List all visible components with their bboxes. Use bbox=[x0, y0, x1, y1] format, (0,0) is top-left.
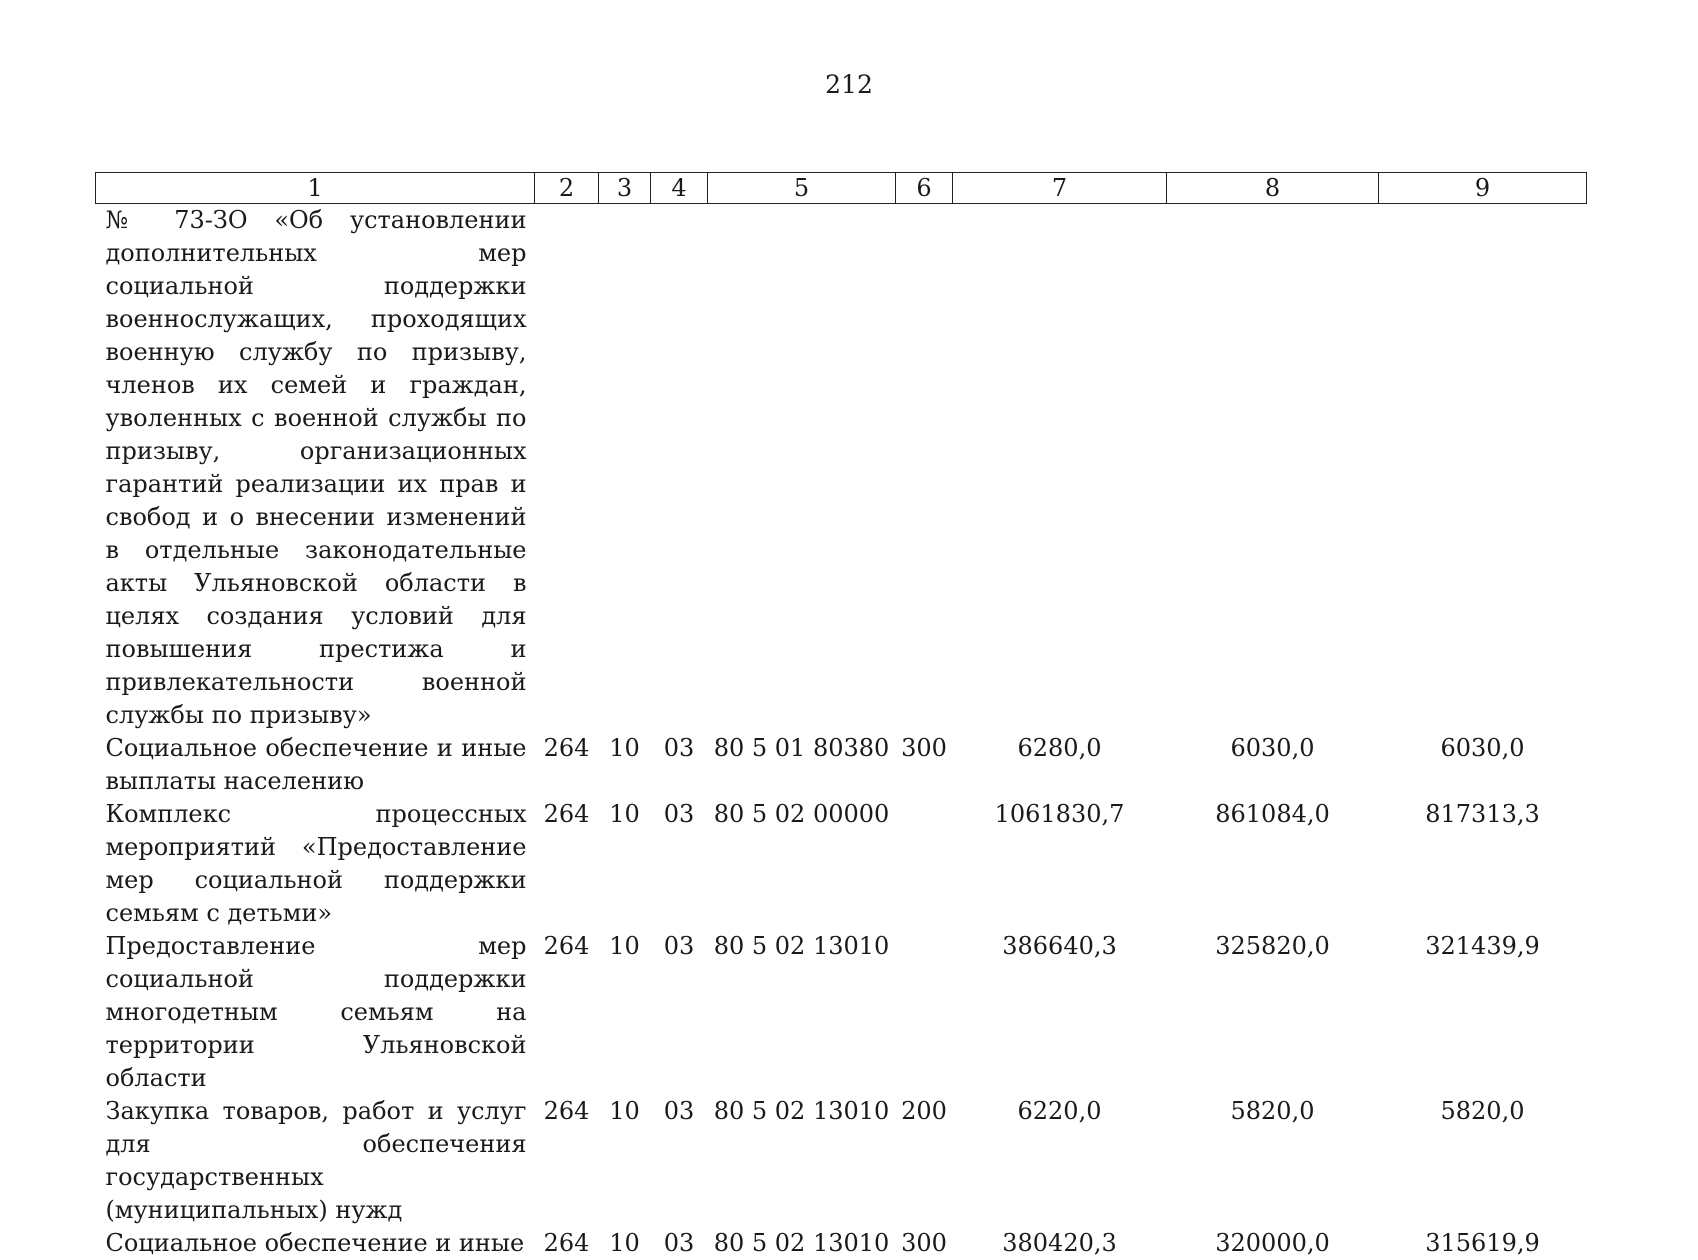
row-col-5: 80 5 01 80380 bbox=[708, 732, 896, 798]
row-col-2: 264 bbox=[535, 798, 599, 930]
table-row bbox=[96, 798, 1587, 930]
row-col-4: 03 bbox=[651, 930, 708, 1095]
table-row bbox=[96, 1095, 1587, 1227]
header-col-9: 9 bbox=[1379, 173, 1587, 204]
row-col-9: 6030,0 bbox=[1379, 732, 1587, 798]
header-col-6: 6 bbox=[896, 173, 953, 204]
row-col-7: 1061830,7 bbox=[953, 798, 1167, 930]
header-col-1: 1 bbox=[96, 173, 535, 204]
header-col-2: 2 bbox=[535, 173, 599, 204]
row-col-2: 264 bbox=[535, 1227, 599, 1260]
row-col-2: 264 bbox=[535, 732, 599, 798]
header-col-8: 8 bbox=[1167, 173, 1379, 204]
row-col-4: 03 bbox=[651, 798, 708, 930]
table-row bbox=[96, 204, 1587, 733]
row-col-7 bbox=[953, 204, 1167, 733]
row-col-9: 5820,0 bbox=[1379, 1095, 1587, 1227]
row-col-4 bbox=[651, 204, 708, 733]
row-col-4: 03 bbox=[651, 1095, 708, 1227]
row-col-7: 6220,0 bbox=[953, 1095, 1167, 1227]
row-col-6 bbox=[896, 204, 953, 733]
row-col-2 bbox=[535, 204, 599, 733]
row-col-3: 10 bbox=[599, 732, 651, 798]
row-col-7: 380420,3 bbox=[953, 1227, 1167, 1260]
row-col-8: 5820,0 bbox=[1167, 1095, 1379, 1227]
row-col-5: 80 5 02 13010 bbox=[708, 1095, 896, 1227]
row-col-3: 10 bbox=[599, 798, 651, 930]
header-col-5: 5 bbox=[708, 173, 896, 204]
row-name: Социальное обеспечение и иные bbox=[96, 1227, 535, 1260]
row-col-2: 264 bbox=[535, 930, 599, 1095]
header-col-7: 7 bbox=[953, 173, 1167, 204]
row-name: Предоставление мер социальной поддержки многодетным семьям на территории Ульяновской области bbox=[96, 930, 535, 1095]
row-col-4: 03 bbox=[651, 1227, 708, 1260]
row-name: Закупка товаров, работ и услуг для обеспечения государственных (муниципальных) нужд bbox=[96, 1095, 535, 1227]
row-col-8: 320000,0 bbox=[1167, 1227, 1379, 1260]
row-col-2: 264 bbox=[535, 1095, 599, 1227]
row-col-3 bbox=[599, 204, 651, 733]
table-row bbox=[96, 732, 1587, 798]
row-col-9: 817313,3 bbox=[1379, 798, 1587, 930]
budget-table bbox=[95, 172, 1587, 1260]
row-col-3: 10 bbox=[599, 930, 651, 1095]
row-col-9: 315619,9 bbox=[1379, 1227, 1587, 1260]
row-col-5: 80 5 02 13010 bbox=[708, 1227, 896, 1260]
table-row bbox=[96, 930, 1587, 1095]
header-row bbox=[96, 173, 1587, 204]
row-name: Комплекс процессных мероприятий «Предоставление мер социальной поддержки семьям с детьми» bbox=[96, 798, 535, 930]
row-col-4: 03 bbox=[651, 732, 708, 798]
row-col-8 bbox=[1167, 204, 1379, 733]
row-col-3: 10 bbox=[599, 1227, 651, 1260]
row-name: Социальное обеспечение и иные выплаты населению bbox=[96, 732, 535, 798]
row-col-8: 861084,0 bbox=[1167, 798, 1379, 930]
row-col-7: 6280,0 bbox=[953, 732, 1167, 798]
table-header bbox=[96, 173, 1587, 204]
row-col-9: 321439,9 bbox=[1379, 930, 1587, 1095]
row-col-5: 80 5 02 13010 bbox=[708, 930, 896, 1095]
row-col-6: 300 bbox=[896, 1227, 953, 1260]
header-col-4: 4 bbox=[651, 173, 708, 204]
row-col-6 bbox=[896, 930, 953, 1095]
table-row bbox=[96, 1227, 1587, 1260]
row-col-8: 325820,0 bbox=[1167, 930, 1379, 1095]
row-col-9 bbox=[1379, 204, 1587, 733]
row-col-6: 300 bbox=[896, 732, 953, 798]
page-number: 212 bbox=[0, 70, 1698, 99]
row-col-7: 386640,3 bbox=[953, 930, 1167, 1095]
table-body bbox=[96, 204, 1587, 1260]
row-col-8: 6030,0 bbox=[1167, 732, 1379, 798]
row-name: № 73-ЗО «Об установлении дополнительных мер социальной поддержки военнослужащих, проходящих военную службу по призыву, членов их семей и граждан, уволенных с военной службы по призыву, организационных гарантий реализации их прав и свобод и о внесении изменений в отдельные законодательные акты Ульяновской области в целях создания условий для повышения престижа и привлекательности военной службы по призыву» bbox=[96, 204, 535, 733]
row-col-5: 80 5 02 00000 bbox=[708, 798, 896, 930]
row-col-3: 10 bbox=[599, 1095, 651, 1227]
header-col-3: 3 bbox=[599, 173, 651, 204]
row-col-5 bbox=[708, 204, 896, 733]
row-col-6: 200 bbox=[896, 1095, 953, 1227]
row-col-6 bbox=[896, 798, 953, 930]
